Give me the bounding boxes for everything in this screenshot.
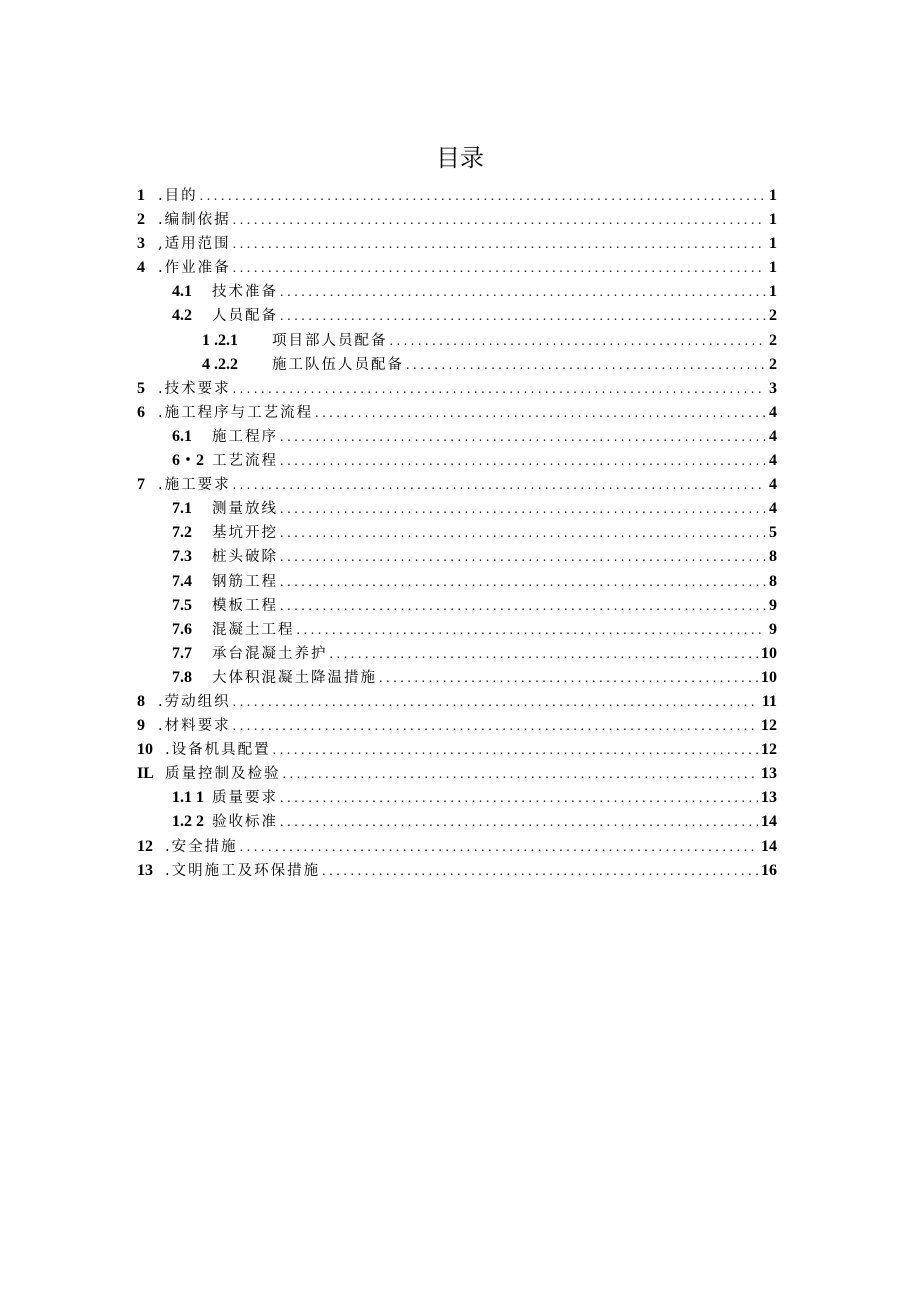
toc-entry-number: 4 [137, 259, 145, 277]
toc-entry-page: 10 [761, 668, 777, 686]
toc-entry-label: 桩头破除 [212, 549, 278, 566]
toc-entry-page: 2 [769, 331, 777, 349]
toc-entry-number: 1 .2.1 [202, 331, 238, 349]
toc-entry-label: .材料要求 [158, 718, 231, 735]
toc-entry-label: 人员配备 [212, 308, 278, 325]
toc-entry-page: 14 [761, 837, 777, 855]
toc-entry-number: 7 [137, 476, 145, 494]
toc-entry-label: .施工要求 [158, 477, 231, 494]
toc-entry[interactable] [137, 208, 777, 232]
toc-dot-leader [280, 811, 758, 835]
toc-dot-leader [315, 402, 766, 426]
toc-entry-number: 1 [137, 187, 145, 204]
toc-entry-page: 2 [769, 307, 777, 325]
toc-dot-leader [280, 281, 766, 305]
toc-entry-number: 7.1 [172, 500, 192, 518]
toc-entry-page: 12 [761, 717, 777, 735]
toc-entry-number: 12 [137, 837, 153, 855]
toc-entry-page: 1 [769, 259, 777, 277]
toc-entry-page: 1 [769, 187, 777, 204]
toc-entry-number: 9 [137, 717, 145, 735]
toc-entry[interactable] [137, 690, 777, 714]
toc-entry-label: 基坑开挖 [212, 525, 278, 542]
toc-entry-number: 3 [137, 235, 145, 253]
toc-entry-page: 13 [761, 789, 777, 807]
toc-entry-label: 项目部人员配备 [272, 332, 388, 349]
toc-entry-number: 7.7 [172, 644, 192, 662]
toc-entry-page: 5 [769, 524, 777, 542]
toc-entry-label: 质量控制及检验 [165, 766, 281, 783]
toc-entry-label: .目的 [158, 188, 198, 204]
table-of-contents [137, 184, 777, 883]
toc-entry-page: 9 [769, 620, 777, 638]
toc-entry-number: 6.1 [172, 427, 192, 445]
toc-entry-page: 16 [761, 861, 777, 879]
toc-entry[interactable] [137, 425, 777, 449]
toc-entry-label: 施工队伍人员配备 [272, 356, 404, 373]
toc-dot-leader [280, 522, 766, 546]
toc-title: 目录 [436, 144, 484, 172]
toc-entry[interactable] [137, 232, 777, 256]
toc-dot-leader [280, 595, 766, 619]
toc-entry[interactable] [137, 570, 777, 594]
toc-entry-page: 4 [769, 403, 777, 421]
toc-entry-number: 7.6 [172, 620, 192, 638]
toc-entry-page: 8 [769, 572, 777, 590]
toc-entry-label: 施工程序 [212, 428, 278, 445]
toc-entry[interactable] [137, 353, 777, 377]
toc-entry-number: 4.1 [172, 283, 192, 301]
toc-entry[interactable] [137, 304, 777, 328]
toc-entry[interactable] [137, 280, 777, 304]
toc-entry-number: 7.5 [172, 596, 192, 614]
toc-entry-number: 4 .2.2 [202, 355, 238, 373]
toc-entry-number: 1.2 2 [172, 813, 204, 831]
toc-entry[interactable] [137, 642, 777, 666]
toc-entry[interactable] [137, 714, 777, 738]
toc-entry-page: 9 [769, 596, 777, 614]
toc-dot-leader [233, 257, 766, 281]
toc-entry[interactable] [137, 786, 777, 810]
toc-dot-leader [280, 571, 766, 595]
toc-entry-label: 技术准备 [212, 284, 278, 301]
toc-entry[interactable] [137, 449, 777, 473]
toc-entry[interactable] [137, 377, 777, 401]
toc-entry-label: 大体积混凝土降温措施 [212, 669, 377, 686]
toc-entry-label: 测量放线 [212, 501, 278, 518]
toc-entry-number: 13 [137, 861, 153, 879]
toc-entry-number: 5 [137, 379, 145, 397]
toc-entry-number: 7.4 [172, 572, 192, 590]
toc-entry-number: 6・2 [172, 452, 205, 470]
toc-entry[interactable] [137, 618, 777, 642]
toc-entry-label: .技术要求 [158, 380, 231, 397]
toc-entry[interactable] [137, 401, 777, 425]
toc-entry-page: 10 [761, 644, 777, 662]
toc-entry[interactable] [137, 329, 777, 353]
toc-entry[interactable] [137, 256, 777, 280]
toc-entry-label: .劳动组织 [158, 693, 231, 710]
toc-entry[interactable] [137, 762, 777, 786]
toc-dot-leader [280, 450, 766, 474]
toc-entry[interactable] [137, 835, 777, 859]
toc-entry-label: 验收标准 [212, 814, 278, 831]
toc-dot-leader [280, 426, 766, 450]
toc-entry[interactable] [137, 184, 777, 208]
toc-entry-label: .设备机具配置 [165, 742, 271, 759]
toc-dot-leader [280, 498, 766, 522]
toc-entry-label: 承台混凝土养护 [212, 645, 328, 662]
toc-entry-label: ,适用范围 [158, 236, 231, 253]
toc-dot-leader [240, 836, 758, 860]
toc-dot-leader [379, 667, 758, 691]
toc-entry-number: 7.3 [172, 548, 192, 566]
toc-dot-leader [233, 474, 766, 498]
toc-dot-leader [406, 354, 766, 378]
toc-entry[interactable] [137, 810, 777, 834]
toc-dot-leader [233, 715, 758, 739]
toc-entry-page: 13 [761, 765, 777, 783]
toc-entry-page: 11 [761, 692, 777, 710]
toc-entry-number: 1.1 1 [172, 789, 204, 807]
toc-entry-label: 模板工程 [212, 597, 278, 614]
toc-entry-page: 12 [761, 741, 777, 759]
toc-entry[interactable] [137, 545, 777, 569]
toc-dot-leader [233, 209, 766, 233]
toc-entry[interactable] [137, 521, 777, 545]
toc-entry-label: 质量要求 [212, 790, 278, 807]
toc-entry[interactable] [137, 666, 777, 690]
toc-dot-leader [200, 185, 766, 209]
toc-entry-label: 钢筋工程 [212, 573, 278, 590]
toc-entry-label: .安全措施 [165, 838, 238, 855]
toc-entry[interactable] [137, 497, 777, 521]
toc-entry-label: 混凝土工程 [212, 621, 295, 638]
toc-entry-page: 14 [761, 813, 777, 831]
toc-entry-page: 1 [769, 235, 777, 253]
toc-dot-leader [273, 739, 758, 763]
toc-entry-number: 10 [137, 741, 153, 759]
toc-entry-label: .施工程序与工艺流程 [158, 404, 314, 421]
toc-entry[interactable] [137, 594, 777, 618]
toc-dot-leader [233, 378, 766, 402]
toc-entry-page: 2 [769, 355, 777, 373]
toc-entry-number: 2 [137, 211, 145, 229]
toc-dot-leader [233, 233, 766, 257]
toc-dot-leader [283, 763, 759, 787]
toc-entry-page: 4 [769, 427, 777, 445]
toc-entry-page: 1 [769, 211, 777, 229]
toc-dot-leader [297, 619, 767, 643]
toc-entry-label: .文明施工及环保措施 [165, 862, 321, 879]
toc-entry-page: 4 [769, 476, 777, 494]
toc-dot-leader [322, 860, 758, 884]
toc-entry[interactable] [137, 738, 777, 762]
toc-entry-number: IL [137, 765, 154, 783]
toc-entry-page: 4 [769, 500, 777, 518]
toc-entry-page: 8 [769, 548, 777, 566]
toc-entry-page: 4 [769, 452, 777, 470]
toc-dot-leader [390, 330, 767, 354]
toc-entry-label: .编制依据 [158, 212, 231, 229]
toc-entry-label: .作业准备 [158, 260, 231, 277]
toc-entry-page: 1 [769, 283, 777, 301]
toc-entry-number: 7.2 [172, 524, 192, 542]
toc-entry-number: 4.2 [172, 307, 192, 325]
toc-dot-leader [233, 691, 759, 715]
toc-entry[interactable] [137, 473, 777, 497]
toc-entry-number: 8 [137, 692, 145, 710]
toc-entry-number: 6 [137, 403, 145, 421]
toc-dot-leader [280, 787, 758, 811]
toc-dot-leader [280, 546, 766, 570]
toc-dot-leader [330, 643, 759, 667]
toc-dot-leader [280, 305, 766, 329]
toc-entry[interactable] [137, 859, 777, 883]
toc-entry-page: 3 [769, 379, 777, 397]
toc-entry-number: 7.8 [172, 668, 192, 686]
toc-entry-label: 工艺流程 [212, 453, 278, 470]
